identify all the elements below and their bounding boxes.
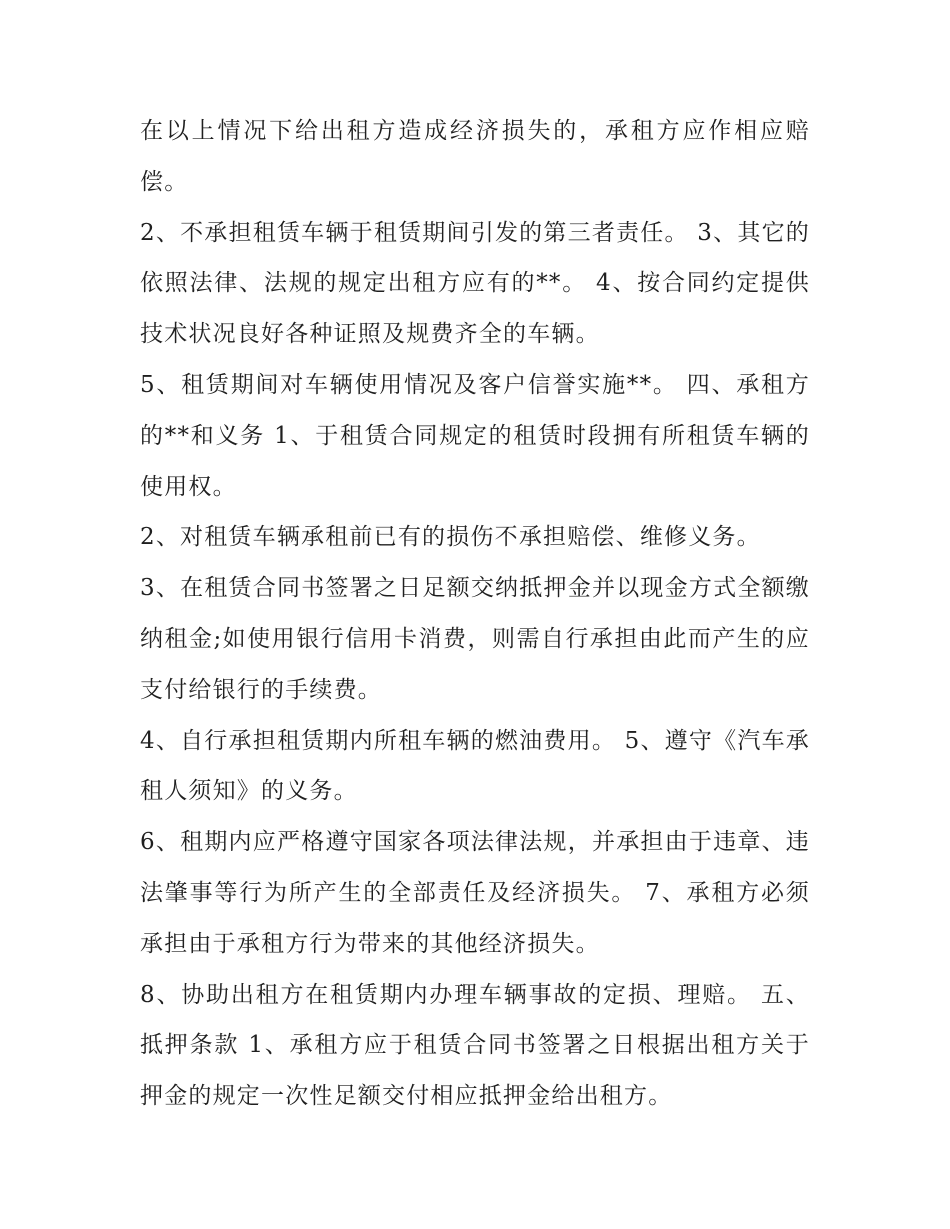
paragraph-deposit-payment: 3、在租赁合同书签署之日足额交纳抵押金并以现金方式全额缴纳租金;如使用银行信用卡消费，则需自行承担由此而产生的应支付给银行的手续费。 (140, 575, 810, 703)
paragraph-law-compliance: 6、租期内应严格遵守国家各项法律法规，并承担由于违章、违法肇事等行为所产生的全部责任及经济损失。 7、承租方必须承担由于承租方行为带来的其他经济损失。 (140, 829, 810, 957)
paragraph-lessee-rights: 5、租赁期间对车辆使用情况及客户信誉实施**。 四、承租方的**和义务 1、于租赁合同规定的租赁时段拥有所租赁车辆的使用权。 (140, 371, 810, 500)
paragraph-damage-liability: 2、对租赁车辆承租前已有的损伤不承担赔偿、维修义务。 (140, 524, 761, 551)
paragraph-fuel-cost: 4、自行承担租赁期内所租车辆的燃油费用。 5、遵守《汽车承租人须知》的义务。 (140, 727, 810, 805)
document-body (140, 106, 810, 1122)
paragraph-accident-claims: 8、协助出租方在租赁期内办理车辆事故的定损、理赔。 五、抵押条款 1、承租方应于租赁合同书签署之日根据出租方关于押金的规定一次性足额交付相应抵押金给出租方。 (140, 981, 810, 1110)
paragraph-compensation: 在以上情况下给出租方造成经济损失的，承租方应作相应赔偿。 (140, 118, 810, 195)
paragraph-lessor-obligations: 2、不承担租赁车辆于租赁期间引发的第三者责任。 3、其它的依照法律、法规的规定出租方应有的**。 4、按合同约定提供技术状况良好各种证照及规费齐全的车辆。 (140, 219, 810, 348)
